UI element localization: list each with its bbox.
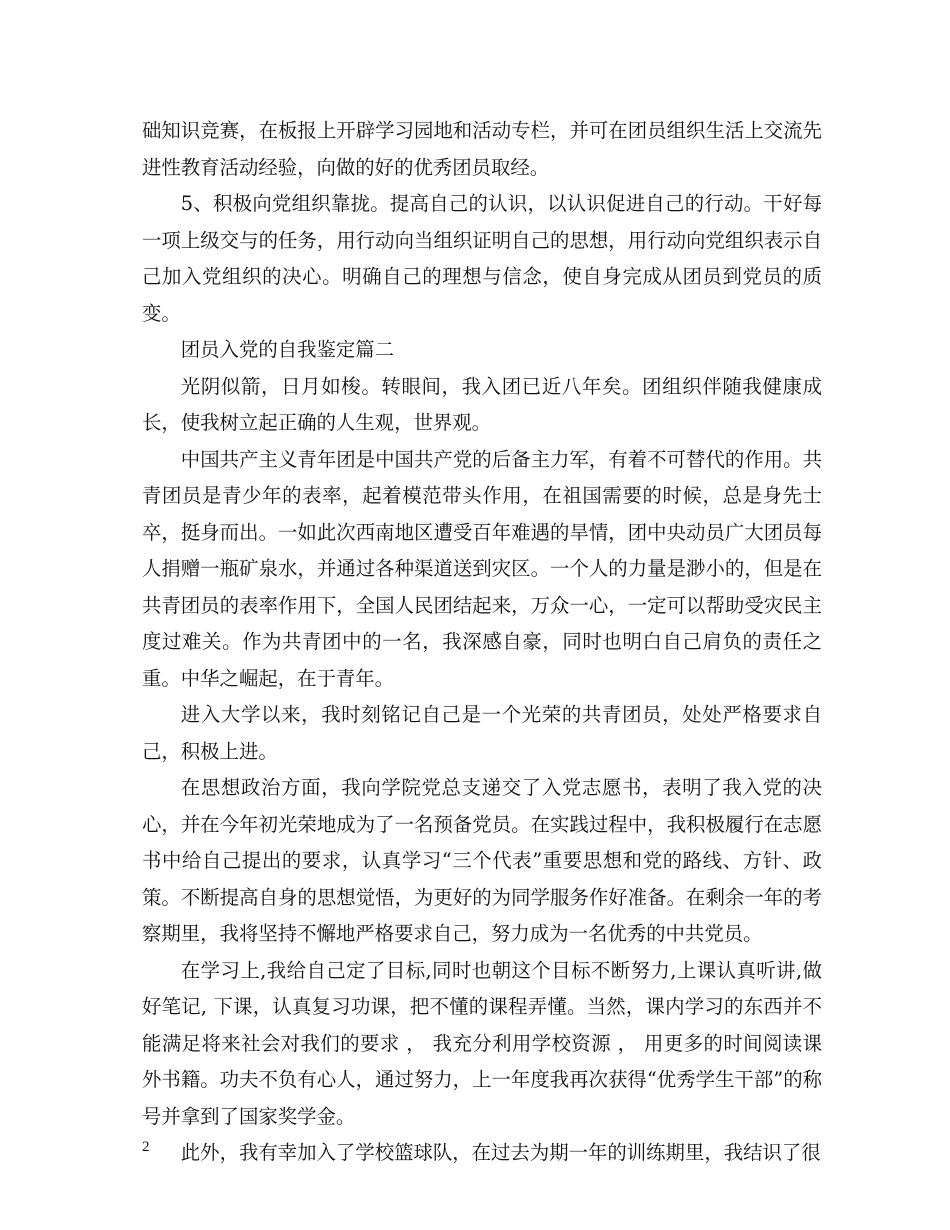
paragraph-8: 此外，我有幸加入了学校篮球队，在过去为期一年的训练期里，我结识了很 (180, 1141, 821, 1164)
paragraph-6: 在思想政治方面，我向学院党总支递交了入党志愿书，表明了我入党的决心，并在今年初光荣地成为了一名预备党员。在实践过程中，我积极履行在志愿书中给自己提出的要求，认真学习“三个代表”重要思想和党的路线、方针、政策。不断提高自身的思想觉悟，为更好的为同学服务作好准备。在剩余一年的考察期里，我将坚持不懈地严格要求自己，努力成为一名优秀的中共党员。 (142, 776, 822, 945)
paragraph-5: 进入大学以来，我时刻铭记自己是一个光荣的共青团员，处处严格要求自己，积极上进。 (142, 703, 822, 763)
paragraph-4: 中国共产主义青年团是中国共产党的后备主力军，有着不可替代的作用。共青团员是青少年的表率，起着模范带头作用，在祖国需要的时候，总是身先士卒，挺身而出。一如此次西南地区遭受百年难遇的旱情，团中央动员广大团员每人捐赠一瓶矿泉水，并通过各种渠道送到灾区。一个人的力量是渺小的，但是在共青团员的表率作用下，全国人民团结起来，万众一心，一定可以帮助受灾民主度过难关。作为共青团中的一名，我深感自豪，同时也明白自己肩负的责任之重。中华之崛起，在于青年。 (142, 447, 822, 690)
paragraph-2: 5、积极向党组织靠拢。提高自己的认识，以认识促进自己的行动。干好每一项上级交与的任务，用行动向当组织证明自己的思想，用行动向党组织表示自己加入党组织的决心。明确自己的理想与信念，使自身完成从团员到党员的质变。 (142, 192, 822, 325)
section-heading: 团员入党的自我鉴定篇二 (180, 338, 395, 361)
page-number: 2 (142, 1139, 150, 1155)
paragraph-1: 础知识竞赛，在板报上开辟学习园地和活动专栏，并可在团员组织生活上交流先进性教育活动经验，向做的好的优秀团员取经。 (142, 119, 822, 179)
paragraph-7: 在学习上,我给自己定了目标,同时也朝这个目标不断努力,上课认真听讲,做好笔记, 下课，认真复习功课，把不懂的课程弄懂。当然，课内学习的东西并不能满足将来社会对我们的要求 ， 我充分利用学校资源 ， 用更多的时间阅读课外书籍。功夫不负有心人，通过努力，上一年度我再次获得“优秀学生干部”的称号并拿到了国家奖学金。 (142, 958, 822, 1128)
document-body (142, 113, 822, 1172)
paragraph-3: 光阴似箭，日月如梭。转眼间，我入团已近八年矣。团组织伴随我健康成长，使我树立起正确的人生观，世界观。 (142, 374, 822, 434)
